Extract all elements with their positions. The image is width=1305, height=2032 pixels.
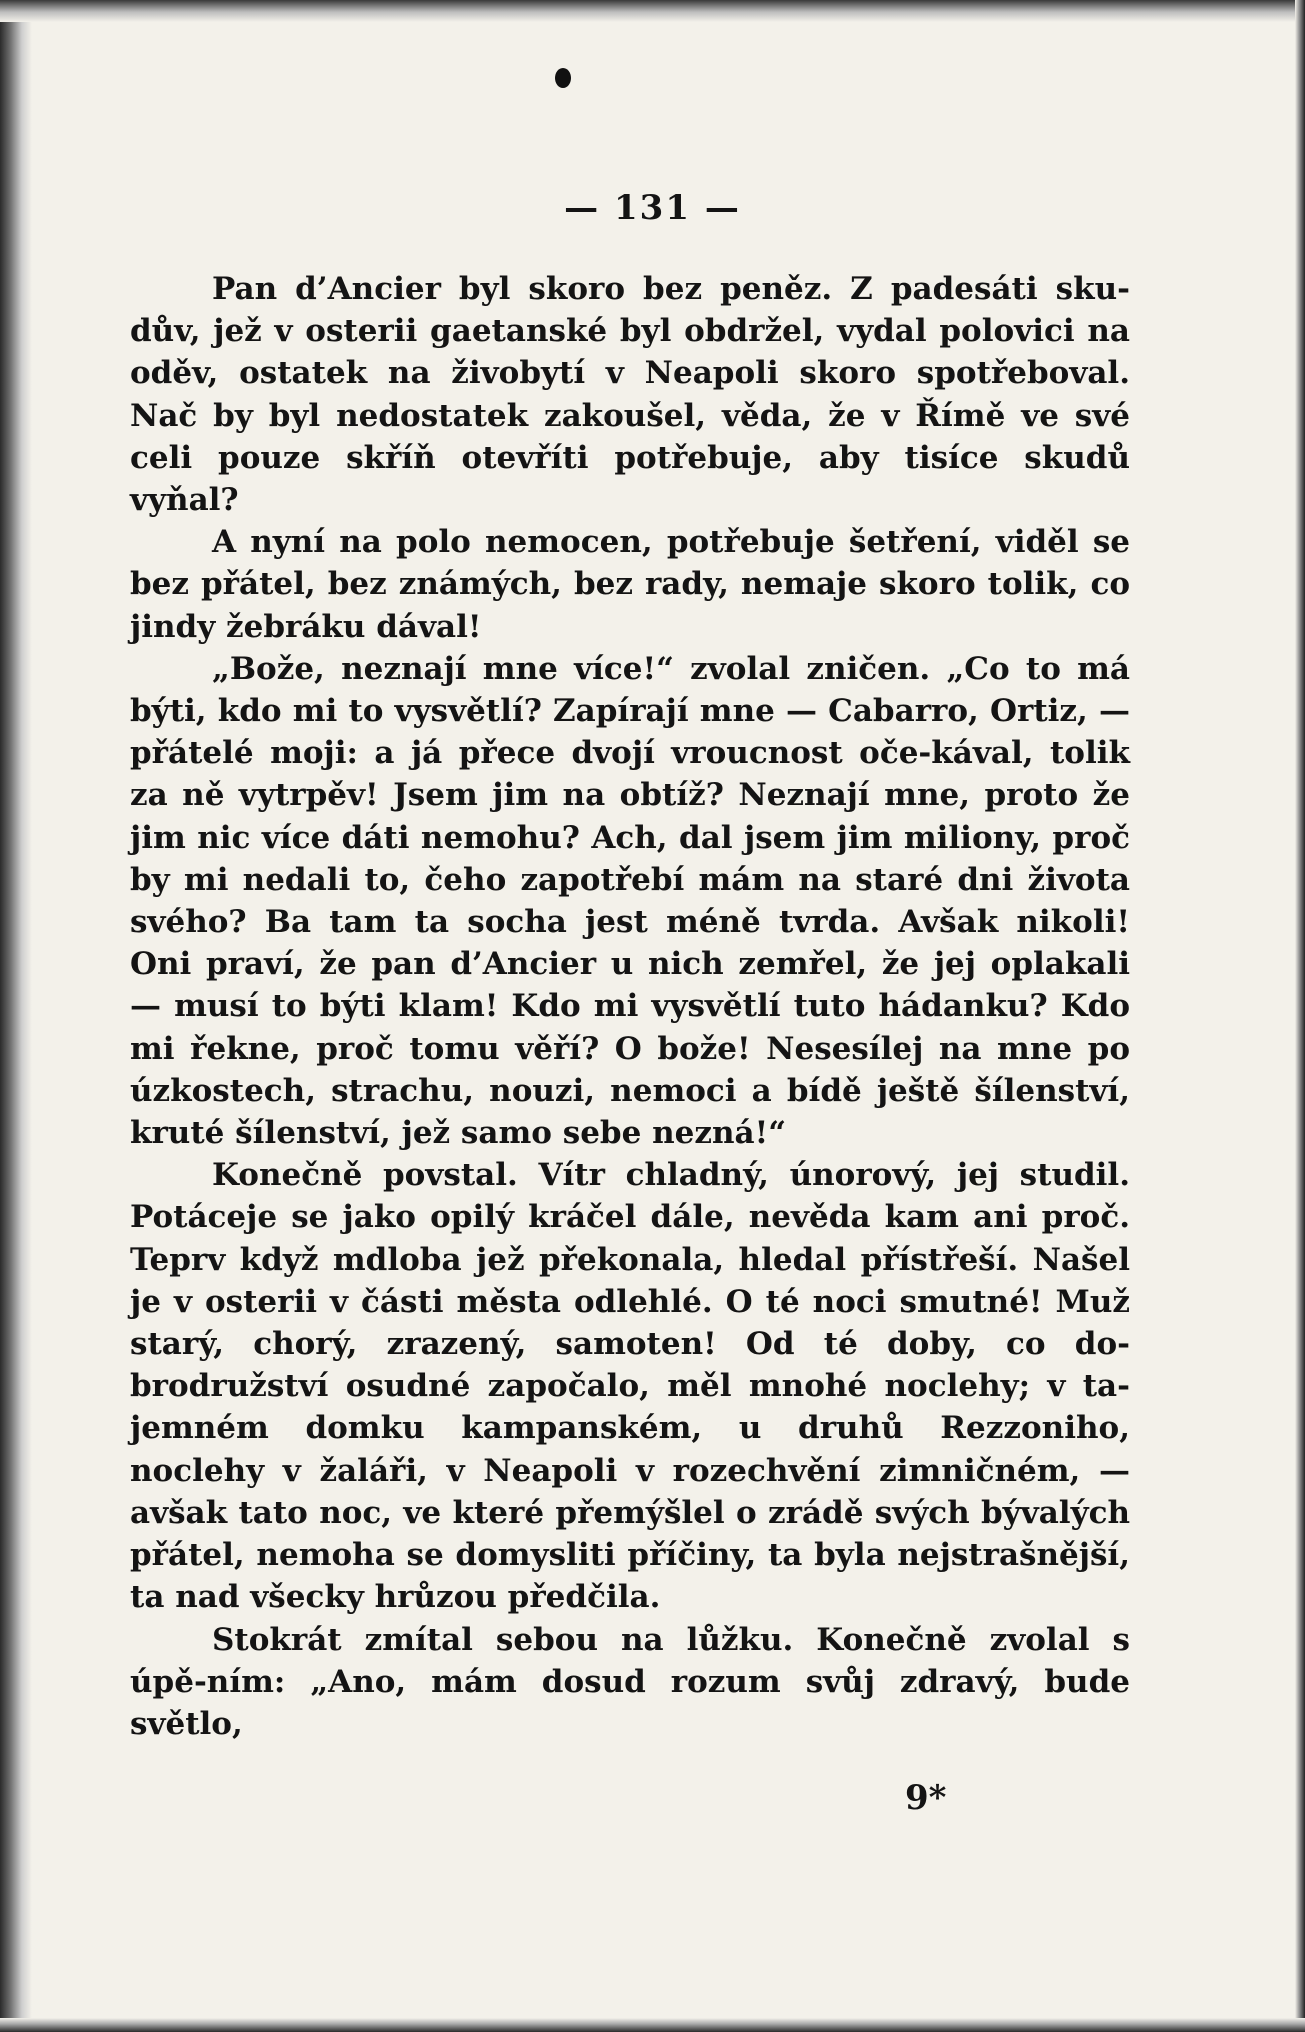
page-number-header: — 131 — <box>564 188 741 228</box>
ink-speck <box>555 68 571 88</box>
page-left-shadow <box>0 0 32 2032</box>
page-bottom-shadow <box>0 2018 1305 2032</box>
paragraph-5: Stokrát zmítal sebou na lůžku. Konečně zvolal s úpě-ním: „Ano, mám dosud rozum svůj zdravý, bude světlo, <box>130 1621 1130 1742</box>
printer-signature-mark: 9* <box>905 1778 947 1818</box>
page-right-shadow <box>1295 0 1305 2032</box>
paragraph-2: A nyní na polo nemocen, potřebuje šetření, viděl se bez přátel, bez známých, bez rady, nemaje skoro tolik, co jindy žebráku dával! <box>130 524 1130 645</box>
body-text <box>130 268 1130 1745</box>
paragraph-3: „Bože, neznají mne více!“ zvolal zničen. „Co to má býti, kdo mi to vysvětlí? Zapírají mne — Cabarro, Ortiz, — přátelé moji: a já přece dvojí vroucnost oče-kával, tolik za ně vytrpěv! Jsem jim na obtíž? Neznají mne, proto že jim nic více dáti nemohu? Ach, dal jsem jim miliony, proč by mi nedali to, čeho zapotřebí mám na staré dni života svého? Ba tam ta socha jest méně tvrda. Avšak nikoli! Oni praví, že pan d’Ancier u nich zemřel, že jej oplakali — musí to býti klam! Kdo mi vysvětlí tuto hádanku? Kdo mi řekne, proč tomu věří? O bože! Nesesílej na mne po úzkostech, strachu, nouzi, nemoci a bídě ještě šílenství, kruté šílenství, jež samo sebe nezná!“ <box>130 650 1130 1152</box>
paragraph-1: Pan d’Ancier byl skoro bez peněz. Z padesáti sku-dův, jež v osterii gaetanské byl obdržel, vydal polovici na oděv, ostatek na živobytí v Neapoli skoro spotřeboval. Nač by byl nedostatek zakoušel, věda, že v Římě ve své celi pouze skříň otevříti potřebuje, aby tisíce skudů vyňal? <box>130 271 1130 519</box>
paragraph-4: Konečně povstal. Vítr chladný, únorový, jej studil. Potáceje se jako opilý kráčel dále, nevěda kam ani proč. Teprv když mdloba jež překonala, hledal přístřeší. Našel je v osterii v části města odlehlé. O té noci smutné! Muž starý, chorý, zrazený, samoten! Od té doby, co do-brodružství osudné započalo, měl mnohé noclehy; v ta-jemném domku kampanském, u druhů Rezzoniho, noclehy v žaláři, v Neapoli v rozechvění zimničném, — avšak tato noc, ve které přemýšlel o zrádě svých bývalých přátel, nemoha se domysliti příčiny, ta byla nejstrašnější, ta nad všecky hrůzou předčila. <box>130 1157 1130 1616</box>
page-top-shadow <box>0 0 1305 22</box>
